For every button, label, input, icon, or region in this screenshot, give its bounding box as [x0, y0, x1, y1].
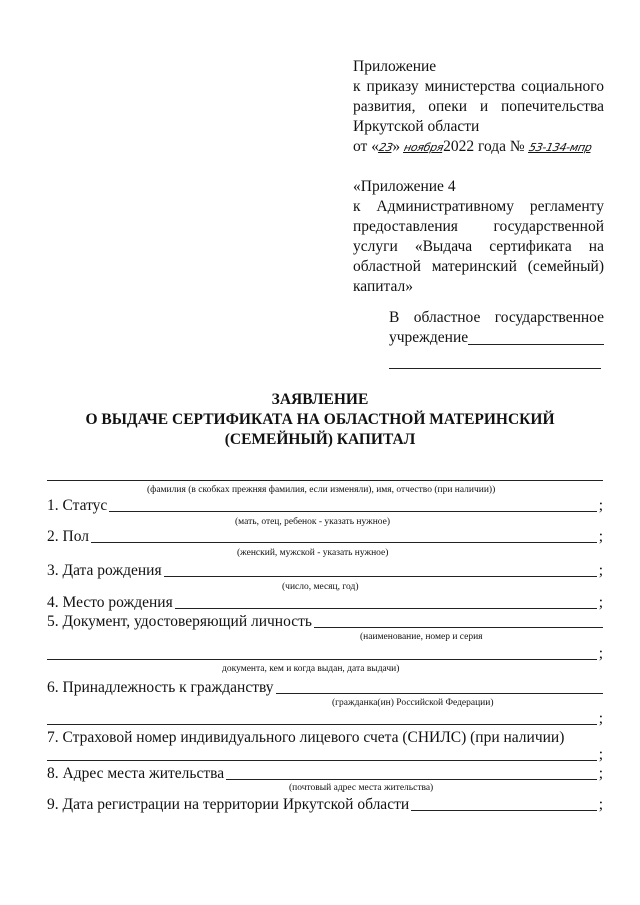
document-input-line[interactable] [314, 613, 603, 628]
appendix-date-line [353, 137, 604, 158]
recipient-line-1: В областное государственное [389, 309, 604, 326]
regdate-row [47, 794, 603, 814]
appendix4-line-1: «Приложение 4 [353, 178, 456, 195]
title-line-1: ЗАЯВЛЕНИЕ [271, 391, 369, 408]
sex-semicolon: ; [598, 528, 603, 545]
sex-row [47, 526, 603, 546]
citizenship-hint: (гражданка(ин) Российской Федерации) [332, 698, 494, 708]
appendix4-line-2: к Административному регламенту [353, 198, 604, 215]
date-month: ноября [402, 141, 445, 154]
appendix-title: Приложение [353, 58, 437, 75]
title-line-2: О ВЫДАЧЕ СЕРТИФИКАТА НА ОБЛАСТНОЙ МАТЕРИНСКИЙ [85, 411, 555, 428]
name-row [47, 464, 603, 484]
document-row [47, 611, 603, 631]
appendix-line-2: к приказу министерства социального [353, 78, 604, 95]
sex-input-line[interactable] [91, 528, 597, 543]
birthdate-row [47, 560, 603, 580]
recipient-block [389, 308, 604, 369]
birthplace-semicolon: ; [598, 594, 603, 611]
appendix-line-4: Иркутской области [353, 118, 480, 135]
name-input-line[interactable] [47, 466, 603, 481]
recipient-input-line[interactable] [468, 330, 604, 345]
title-line-3: (СЕМЕЙНЫЙ) КАПИТАЛ [224, 431, 416, 448]
birthdate-label: 3. Дата рождения [47, 562, 162, 579]
snils-input-line[interactable] [47, 746, 597, 761]
recipient-line-2 [389, 328, 604, 348]
regdate-semicolon: ; [598, 796, 603, 813]
appendix4-line-3: предоставления государственной [353, 218, 604, 235]
appendix4-line-6: капитал» [353, 278, 414, 295]
citizenship-semicolon: ; [598, 710, 603, 727]
appendix4-line-4: услуги «Выдача сертификата на [353, 238, 604, 255]
recipient-label: учреждение [389, 329, 469, 346]
document-title [80, 390, 560, 450]
citizenship-row-2 [47, 708, 603, 728]
status-label: 1. Статус [47, 497, 108, 514]
date-mid: » [392, 138, 404, 155]
birthplace-row [47, 592, 603, 612]
citizenship-label: 6. Принадлежность к гражданству [47, 679, 274, 696]
address-hint: (почтовый адрес места жительства) [289, 783, 434, 793]
birthdate-hint: (число, месяц, год) [282, 582, 359, 592]
document-hint-2: документа, кем и когда выдан, дата выдачи) [222, 664, 400, 674]
appendix4-line-5: областной материнский (семейный) [353, 258, 604, 275]
address-label: 8. Адрес места жительства [47, 765, 225, 782]
regdate-label: 9. Дата регистрации на территории Иркутской области [47, 796, 410, 813]
status-row [47, 495, 603, 515]
citizenship-row [47, 677, 603, 697]
birthplace-label: 4. Место рождения [47, 594, 173, 611]
snils-semicolon: ; [598, 746, 603, 763]
date-year: 2022 года № [443, 138, 525, 155]
sex-hint: (женский, мужской - указать нужное) [237, 548, 389, 558]
appendix-line-3: развития, опеки и попечительства [353, 98, 604, 115]
document-semicolon: ; [598, 645, 603, 662]
status-input-line[interactable] [109, 497, 596, 512]
address-semicolon: ; [598, 765, 603, 782]
status-semicolon: ; [598, 497, 603, 514]
citizenship-input-line-2[interactable] [47, 710, 597, 725]
document-input-line-2[interactable] [47, 645, 597, 660]
address-row [47, 763, 603, 783]
snils-row-2 [47, 744, 603, 764]
name-hint: (фамилия (в скобках прежняя фамилия, если изменяли), имя, отчество (при наличии)) [147, 485, 496, 495]
regdate-input-line[interactable] [411, 796, 597, 811]
document-row-2 [47, 643, 603, 663]
date-day: 23 [377, 141, 394, 154]
sex-label: 2. Пол [47, 528, 89, 545]
recipient-input-line-2[interactable] [389, 354, 601, 369]
citizenship-input-line[interactable] [276, 679, 603, 694]
appendix-header [353, 57, 604, 158]
address-input-line[interactable] [226, 765, 597, 780]
birthdate-semicolon: ; [598, 562, 603, 579]
document-label: 5. Документ, удостоверяющий личность [47, 613, 312, 630]
status-hint: (мать, отец, ребенок - указать нужное) [235, 517, 391, 527]
document-hint-1: (наименование, номер и серия [360, 632, 483, 642]
snils-label: 7. Страховой номер индивидуального лицевого счета (СНИЛС) (при наличии) [47, 729, 565, 746]
date-prefix: от « [353, 138, 379, 155]
birthdate-input-line[interactable] [164, 562, 597, 577]
birthplace-input-line[interactable] [175, 594, 597, 609]
appendix-4-header [353, 177, 604, 297]
order-number: 53-134-мпр [527, 141, 593, 154]
